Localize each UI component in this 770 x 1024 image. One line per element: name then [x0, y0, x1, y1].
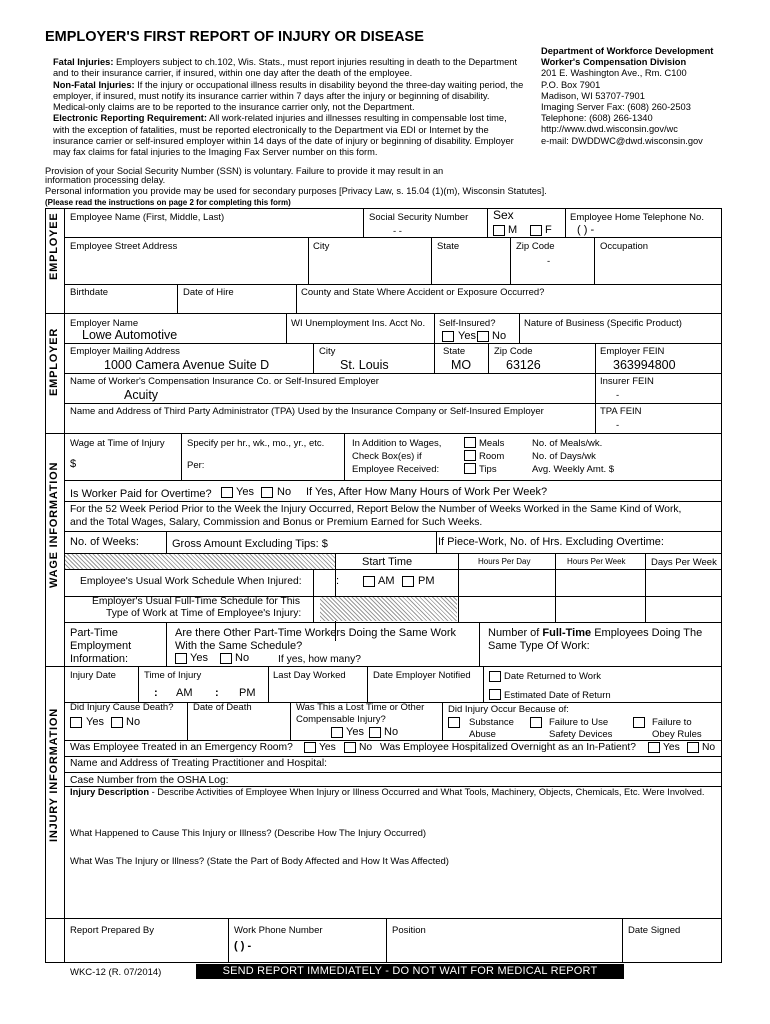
- self-insured-yes-checkbox[interactable]: [442, 331, 454, 342]
- usual-pm-checkbox[interactable]: [402, 576, 414, 587]
- employer-fein-label: Employer FEIN: [600, 346, 665, 357]
- tips-label: Tips: [479, 464, 497, 475]
- room-label: Room: [479, 451, 505, 462]
- insurer-fein-value[interactable]: -: [616, 390, 620, 401]
- emergency-room-question: Was Employee Treated in an Emergency Room?: [70, 742, 293, 753]
- ui-account-label: WI Unemployment Ins. Acct No.: [291, 318, 426, 329]
- failure-safety-label-1: Failure to Use: [549, 717, 609, 728]
- number-fulltime-a: Number of: [488, 627, 540, 639]
- room-checkbox[interactable]: [464, 450, 476, 461]
- employee-state-label: State: [437, 241, 460, 252]
- self-insured-no-label: No: [492, 330, 507, 342]
- nonfatal-label: Non-Fatal Injuries:: [53, 79, 135, 90]
- parttime-no-label: No: [235, 652, 250, 664]
- department-email: e-mail: DWDDWC@dwd.wisconsin.gov: [541, 135, 703, 146]
- failure-safety-checkbox[interactable]: [530, 717, 542, 728]
- fulltime-schedule-line-2: Type of Work at Time of Employee's Injury:: [106, 608, 302, 619]
- county-state-label: County and State Where Accident or Exposure Occurred?: [301, 287, 545, 298]
- usual-schedule-label: Employee's Usual Work Schedule When Injured:: [80, 576, 302, 587]
- hatched-area-2: [320, 597, 457, 621]
- header-notice: [53, 57, 525, 159]
- hospitalized-question: Was Employee Hospitalized Overnight as an In-Patient?: [380, 742, 637, 753]
- send-immediately-banner: [196, 964, 624, 979]
- time-of-injury-label: Time of Injury: [144, 670, 202, 681]
- failure-rules-label-2: Obey Rules: [652, 729, 702, 740]
- date-signed-label: Date Signed: [628, 925, 681, 936]
- employee-city-label: City: [313, 241, 330, 252]
- osha-case-label: Case Number from the OSHA Log:: [70, 775, 229, 786]
- tpa-fein-label: TPA FEIN: [600, 406, 642, 417]
- street-address-label: Employee Street Address: [70, 241, 178, 252]
- usual-am-checkbox[interactable]: [363, 576, 375, 587]
- address-line-3: Madison, WI 53707-7901: [541, 90, 645, 101]
- injury-description-text: - Describe Activities of Employee When Injury or Illness Occurred and What Tools, Machinery, Objects, Chemicals, Etc. Were Involved.: [149, 787, 705, 797]
- employer-name-label: Employer Name: [70, 318, 139, 329]
- work-phone-value[interactable]: ( ) -: [234, 940, 252, 952]
- overtime-yes-checkbox[interactable]: [221, 487, 233, 498]
- department-website: http://www.dwd.wisconsin.gov/wc: [541, 124, 678, 135]
- lost-time-no-label: No: [384, 726, 399, 738]
- lost-time-no-checkbox[interactable]: [369, 727, 381, 738]
- prepared-by-label: Report Prepared By: [70, 925, 154, 936]
- injury-date-label: Injury Date: [70, 670, 116, 681]
- employee-zip-label: Zip Code: [516, 241, 555, 252]
- meals-checkbox[interactable]: [464, 437, 476, 448]
- privacy-notice: Personal information you provide may be used for secondary purposes [Privacy Law, s. 15.04 (1)(m), Wisconsin Statutes].: [45, 186, 547, 196]
- tpa-label: Name and Address of Third Party Administrator (TPA) Used by the Insurance Company or Self-Insured Employer: [70, 406, 544, 417]
- department-name: Department of Workforce Development: [541, 46, 714, 56]
- period-instruction-2: and the Total Wages, Salary, Commission and Bonus or Premium Earned for Such Weeks.: [70, 517, 483, 528]
- overtime-no-label: No: [277, 486, 292, 498]
- sex-f-checkbox[interactable]: [530, 225, 542, 236]
- death-yes-label: Yes: [86, 716, 104, 728]
- mailing-address-value[interactable]: 1000 Camera Avenue Suite D: [104, 358, 270, 372]
- weeks-label: No. of Weeks:: [70, 536, 139, 548]
- tips-checkbox[interactable]: [464, 463, 476, 474]
- date-of-death-label: Date of Death: [193, 702, 252, 713]
- er-no-label: No: [359, 742, 373, 753]
- ssn-value[interactable]: - -: [393, 226, 402, 237]
- lost-time-line-2: Compensable Injury?: [296, 714, 386, 725]
- work-phone-label: Work Phone Number: [234, 925, 323, 936]
- address-line-2: P.O. Box 7901: [541, 79, 601, 90]
- parttime-yes-checkbox[interactable]: [175, 653, 187, 664]
- employer-zip-label: Zip Code: [494, 346, 533, 357]
- meals-label: Meals: [479, 438, 505, 449]
- hire-date-label: Date of Hire: [183, 287, 234, 298]
- fulltime-schedule-line-1: Employer's Usual Full-Time Schedule for This: [92, 596, 300, 607]
- substance-label-1: Substance: [469, 717, 514, 728]
- ssn-notice: Provision of your Social Security Number (SSN) is voluntary. Failure to provide it may result in an information processing delay.: [45, 166, 444, 185]
- meals-per-week-label: No. of Meals/wk.: [532, 438, 603, 449]
- mailing-address-label: Employer Mailing Address: [70, 346, 180, 357]
- how-many-label: If yes, how many?: [278, 654, 361, 665]
- injury-time-colon-1: :: [154, 687, 158, 699]
- home-phone-value[interactable]: ( ) -: [577, 224, 595, 236]
- usual-am-label: AM: [378, 575, 395, 587]
- substance-label-2: Abuse: [469, 729, 496, 740]
- employer-zip-value[interactable]: 63126: [506, 358, 541, 372]
- in-addition-line-1: In Addition to Wages,: [352, 438, 442, 449]
- hours-per-day-label: Hours Per Day: [478, 557, 531, 566]
- parttime-label-1: Part-Time: [70, 627, 118, 639]
- occur-because-label: Did Injury Occur Because of:: [448, 704, 569, 715]
- self-insured-yes-label: Yes: [458, 330, 476, 342]
- injury-pm-label: PM: [239, 687, 256, 699]
- employee-name-label: Employee Name (First, Middle, Last): [70, 212, 225, 223]
- injury-description-bold: Injury Description: [70, 787, 150, 797]
- section-injury: INJURY INFORMATION: [48, 708, 60, 842]
- employer-state-label: State: [443, 346, 466, 357]
- department-telephone: Telephone: (608) 266-1340: [541, 113, 653, 124]
- what-injury-label: What Was The Injury or Illness? (State the Part of Body Affected and How It Was Affected): [70, 856, 449, 867]
- number-fulltime-line-1: [488, 626, 702, 640]
- tpa-fein-value[interactable]: -: [616, 420, 620, 431]
- hosp-yes-checkbox[interactable]: [648, 742, 660, 753]
- lost-time-yes-checkbox[interactable]: [331, 727, 343, 738]
- section-employer: EMPLOYER: [48, 327, 60, 396]
- hosp-yes-label: Yes: [663, 742, 680, 753]
- er-yes-checkbox[interactable]: [304, 742, 316, 753]
- form-id: WKC-12 (R. 07/2014): [70, 967, 162, 978]
- insurance-co-value[interactable]: Acuity: [124, 388, 159, 402]
- division-name: Worker's Compensation Division: [541, 57, 687, 68]
- er-no-checkbox[interactable]: [344, 742, 356, 753]
- wage-dollar[interactable]: $: [70, 458, 77, 470]
- failure-safety-label-2: Safety Devices: [549, 729, 613, 740]
- employer-city-value[interactable]: St. Louis: [340, 358, 389, 372]
- insurance-co-label: Name of Worker's Compensation Insurance Co. or Self-Insured Employer: [70, 376, 379, 387]
- self-insured-label: Self-Insured?: [439, 318, 496, 329]
- failure-rules-label-1: Failure to: [652, 717, 692, 728]
- hours-per-week-label: Hours Per Week: [567, 557, 626, 566]
- number-fulltime-line-2: Same Type Of Work:: [488, 640, 590, 652]
- practitioner-label: Name and Address of Treating Practitioner and Hospital:: [70, 758, 327, 769]
- self-insured-no-checkbox[interactable]: [477, 331, 489, 342]
- section-column-divider: [64, 208, 65, 963]
- hatched-area-1: [65, 554, 335, 569]
- sex-f-label: F: [545, 224, 552, 236]
- lost-time-line-1: Was This a Lost Time or Other: [296, 702, 425, 713]
- wage-period-label: Specify per hr., wk., mo., yr., etc.: [187, 438, 325, 449]
- occupation-label: Occupation: [600, 241, 649, 252]
- ssn-label: Social Security Number: [369, 212, 469, 223]
- in-addition-line-2: Check Box(es) if: [352, 451, 422, 462]
- insurer-fein-label: Insurer FEIN: [600, 376, 654, 387]
- electronic-label: Electronic Reporting Requirement:: [53, 113, 207, 124]
- other-parttime-line-2: With the Same Schedule?: [175, 640, 303, 652]
- injury-description: [70, 787, 718, 798]
- employer-city-label: City: [319, 346, 336, 357]
- piece-work-label: If Piece-Work, No. of Hrs. Excluding Overtime:: [438, 536, 664, 548]
- er-yes-label: Yes: [319, 742, 336, 753]
- parttime-label-2: Employment: [70, 640, 132, 652]
- page-title: EMPLOYER'S FIRST REPORT OF INJURY OR DISEASE: [45, 29, 424, 45]
- days-per-week-label: No. of Days/wk: [532, 451, 596, 462]
- other-parttime-line-1: Are there Other Part-Time Workers Doing the Same Work: [175, 627, 456, 639]
- what-happened-label: What Happened to Cause This Injury or Illness? (Describe How The Injury Occurred): [70, 828, 427, 839]
- period-instruction-1: For the 52 Week Period Prior to the Week the Injury Occurred, Report Below the Number of Weeks Worked in the Same Kind of Work,: [70, 504, 682, 515]
- section-employee: EMPLOYEE: [48, 212, 60, 280]
- usual-pm-label: PM: [418, 575, 435, 587]
- overtime-yes-label: Yes: [236, 486, 254, 498]
- last-day-worked-label: Last Day Worked: [273, 670, 346, 681]
- hosp-no-checkbox[interactable]: [687, 742, 699, 753]
- substance-abuse-checkbox[interactable]: [448, 717, 460, 728]
- position-label: Position: [392, 925, 426, 936]
- electronic-text: All work-related injuries and illnesses resulting in compensable lost time, with the exception of fatalities, must be reported electronically to the Department via EDI or Internet by the insurance carrier or self-insured employer within 14 days of the date of injury or beginning of disability. Employer may fax claims for fatal injuries to the Imaging Fax Server number on this form.: [53, 113, 514, 158]
- department-address: [541, 46, 766, 147]
- home-phone-label: Employee Home Telephone No.: [570, 212, 704, 223]
- estimated-return-label: Estimated Date of Return: [504, 690, 611, 701]
- death-question: Did Injury Cause Death?: [70, 702, 174, 713]
- overtime-hours-label: If Yes, After How Many Hours of Work Per Week?: [306, 486, 548, 498]
- death-no-checkbox[interactable]: [111, 717, 123, 728]
- employer-fein-value[interactable]: 363994800: [613, 358, 676, 372]
- wage-per-label: Per:: [187, 460, 205, 471]
- in-addition-line-3: Employee Received:: [352, 464, 440, 475]
- death-no-label: No: [126, 716, 141, 728]
- employer-name-value[interactable]: Lowe Automotive: [82, 328, 178, 342]
- gross-amount-label: Gross Amount Excluding Tips: $: [172, 538, 328, 550]
- parttime-yes-label: Yes: [190, 652, 208, 664]
- sex-m-label: M: [508, 224, 518, 236]
- returned-to-work-label: Date Returned to Work: [504, 671, 601, 682]
- number-fulltime-bold: Full-Time: [542, 627, 592, 639]
- address-line-1: 201 E. Washington Ave., Rm. C100: [541, 68, 687, 79]
- date-notified-label: Date Employer Notified: [373, 670, 471, 681]
- overtime-no-checkbox[interactable]: [261, 487, 273, 498]
- nonfatal-text: If the injury or occupational illness results in disability beyond the three-day waiting period, the employer, if insured, must notify its insurance carrier within 7 days after the injury or beginning of disability. Medical-only claims are to be reported to the insurance carrier only, not the Department.: [53, 79, 524, 113]
- banner-text: SEND REPORT IMMEDIATELY - DO NOT WAIT FOR MEDICAL REPORT: [222, 965, 598, 977]
- fatal-text: Employers subject to ch.102, Wis. Stats., must report injuries resulting in death to the Department and to their insurance carrier, if insured, within one day after the death of the employee.: [53, 57, 518, 79]
- lost-time-yes-label: Yes: [346, 726, 364, 738]
- employee-zip-value[interactable]: -: [547, 256, 551, 267]
- employer-state-value[interactable]: MO: [451, 358, 472, 372]
- parttime-label-3: Information:: [70, 653, 129, 665]
- estimated-return-checkbox[interactable]: [489, 689, 501, 700]
- section-wage: WAGE INFORMATION: [48, 461, 60, 588]
- sex-m-checkbox[interactable]: [493, 225, 505, 236]
- number-fulltime-b: Employees Doing The: [594, 627, 703, 639]
- avg-weekly-label: Avg. Weekly Amt. $: [532, 464, 615, 475]
- parttime-no-checkbox[interactable]: [220, 653, 232, 664]
- sex-label: Sex: [493, 208, 514, 222]
- hosp-no-label: No: [702, 742, 716, 753]
- imaging-fax: Imaging Server Fax: (608) 260-2503: [541, 102, 691, 113]
- injury-am-label: AM: [176, 687, 193, 699]
- usual-schedule-colon: :: [336, 575, 340, 587]
- start-time-label: Start Time: [362, 556, 413, 568]
- wage-label: Wage at Time of Injury: [70, 438, 165, 449]
- injury-time-colon-2: :: [215, 687, 219, 699]
- death-yes-checkbox[interactable]: [70, 717, 82, 728]
- birthdate-label: Birthdate: [70, 287, 109, 298]
- fatal-label: Fatal Injuries:: [53, 57, 114, 67]
- instructions-note: (Please read the instructions on page 2 for completing this form): [45, 198, 291, 207]
- nature-of-business-label: Nature of Business (Specific Product): [524, 318, 682, 329]
- days-per-week-header: Days Per Week: [651, 557, 717, 568]
- failure-rules-checkbox[interactable]: [633, 717, 645, 728]
- overtime-question: Is Worker Paid for Overtime?: [70, 488, 212, 500]
- returned-to-work-checkbox[interactable]: [489, 671, 501, 682]
